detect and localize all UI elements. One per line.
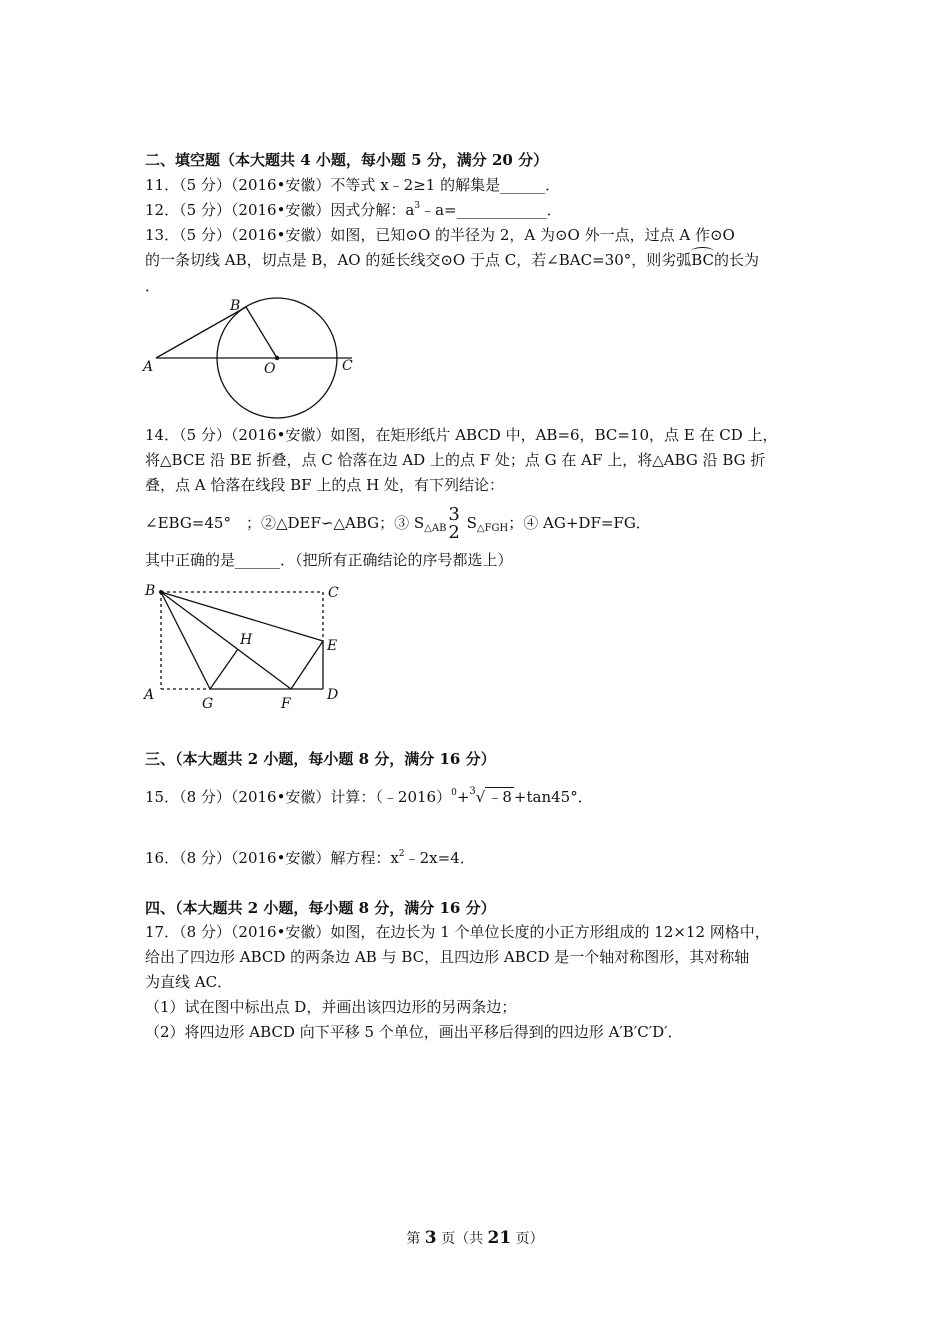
fraction-3-over-2: 3 2 [448,504,460,543]
label-a: A [144,687,155,703]
label-c: C [342,358,353,374]
page-total: 21 [487,1228,512,1248]
question-17-line3: 为直线 AC． [145,973,233,991]
question-17-line2: 给出了四边形 ABCD 的两条边 AB 与 BC，且四边形 ABCD 是一个轴对称图形，其对称轴 [145,948,750,966]
question-16: 16．（8 分）（2016•安徽）解方程：$x^2﹣2x=4$． [145,849,475,867]
label-e: E [327,638,338,654]
question-11: 11．（5 分）（2016•安徽）不等式 x﹣2≥1 的解集是______． [145,176,561,194]
question-13-line2: 的一条切线 AB，切点是 B，AO 的延长线交⊙O 于点 C，若∠BAC=30°，则劣弧BC的长为 [145,251,760,269]
question-14-line1: 14．（5 分）（2016•安徽）如图，在矩形纸片 ABCD 中，AB=6，BC=10，点 E 在 CD 上， [145,426,778,444]
label-a: A [143,359,154,375]
label-h: H [240,632,253,648]
arc-bc-label: BC [691,251,715,269]
label-b: B [145,583,156,599]
figure-14-rectangle-fold [140,578,350,713]
label-b: B [230,298,241,314]
label-g: G [202,696,214,712]
section2-heading: 二、填空题（本大题共 4 小题，每小题 5 分，满分 20 分） [145,151,549,169]
question-13-line1: 13．（5 分）（2016•安徽）如图，已知⊙O 的半径为 2，A 为⊙O 外一点，过点 A 作⊙O [145,226,735,244]
cube-root: $^3$√ ﹣8 [469,786,512,806]
point-b [159,590,163,594]
section4-heading: 四、（本大题共 2 小题，每小题 8 分，满分 16 分） [145,899,496,917]
question-13-line3: ． [145,277,161,295]
question-14-line3: 叠，点 A 恰落在线段 BF 上的点 H 处，有下列结论： [145,476,504,494]
question-15: 15．（8 分）（2016•安徽）计算：（﹣2016）$^0$+$^3$√ ﹣8 +tan45°． [145,785,593,812]
question-17-line1: 17．（8 分）（2016•安徽）如图，在边长为 1 个单位长度的小正方形组成的 12×12 网格中， [145,923,770,941]
tangent-ab [156,307,246,358]
line-bf [161,592,291,689]
page-footer: 第 3 页（共 21 页） [406,1228,544,1248]
line-gh [210,649,238,689]
question-14-conclusions: ∠EBG=45° ；②△DEF∽△ABG；③ $S_{\triangle AB}$ 3 2 $S_{\triangle FGH}$；④ AG+DF=FG． [145,504,651,543]
label-o: O [264,361,276,377]
question-17-part1: （1）试在图中标出点 D，并画出该四边形的另两条边； [145,998,517,1016]
page-number: 3 [424,1228,437,1248]
question-17-part2: （2）将四边形 ABCD 向下平移 5 个单位，画出平移后得到的四边形 A′B′C′D′． [145,1023,683,1041]
label-f: F [281,696,291,712]
line-bg [161,592,210,689]
center-point-o [275,356,279,360]
line-fe [291,641,323,689]
question-14-line5: 其中正确的是______．（把所有正确结论的序号都选上） [145,551,513,569]
label-c: C [328,585,339,601]
label-d: D [327,687,339,703]
radius-ob [246,307,277,358]
figure-13-circle-tangent [140,292,370,427]
question-12: 12．（5 分）（2016•安徽）因式分解：$a^3﹣a=\_\_\_\_\_\_\_\_\_\_\_\_$． [145,201,562,219]
question-14-line2: 将△BCE 沿 BE 折叠，点 C 恰落在边 AD 上的点 F 处；点 G 在 AF 上，将△ABG 沿 BG 折 [145,451,766,469]
section3-heading: 三、（本大题共 2 小题，每小题 8 分，满分 16 分） [145,750,496,768]
